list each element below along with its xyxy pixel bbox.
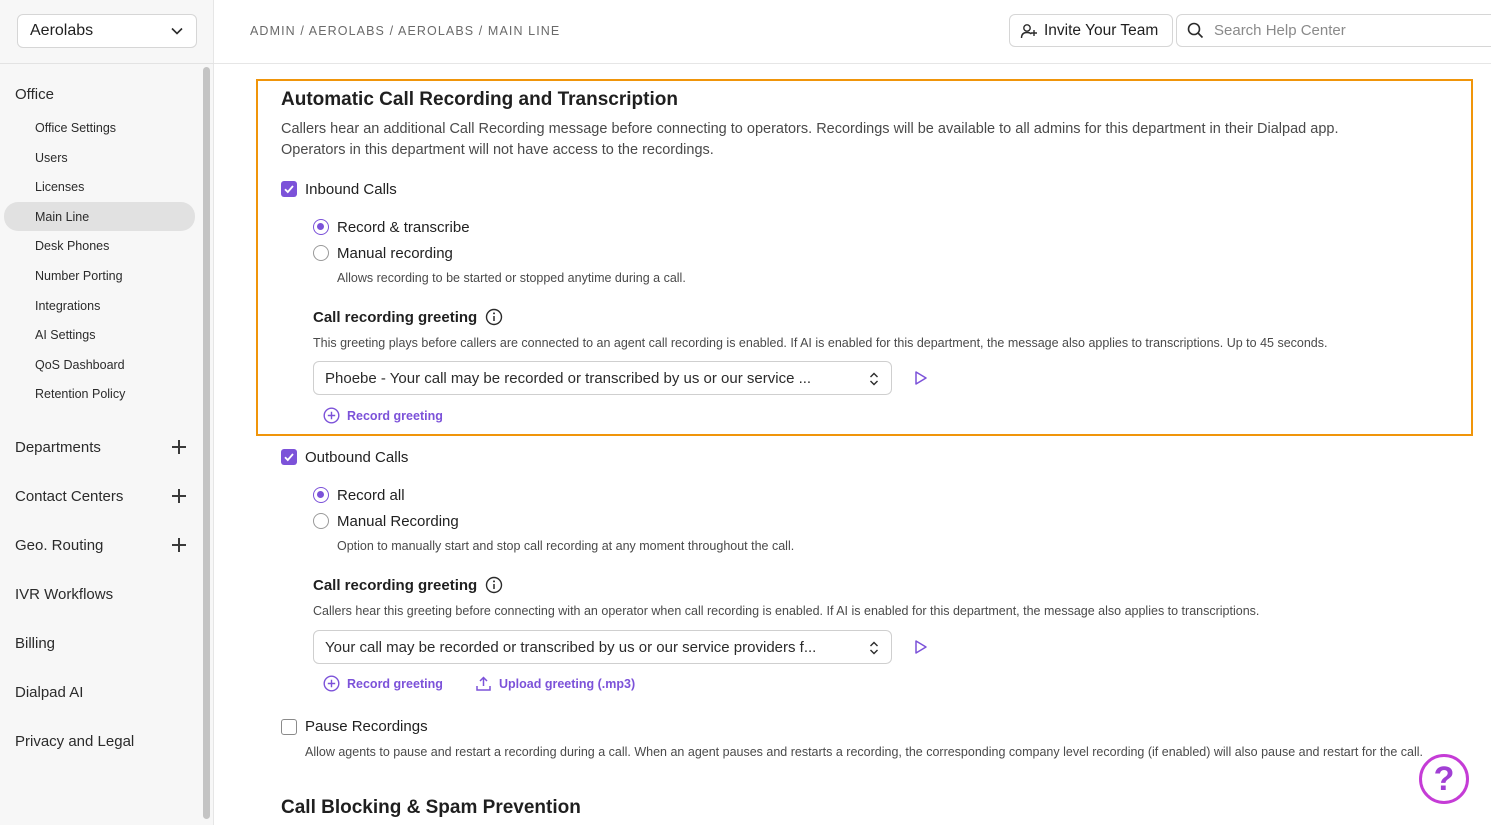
help-button[interactable] (1419, 754, 1469, 804)
sidebar-item-main-line[interactable]: Main Line (35, 210, 90, 224)
outbound-record-all-label: Record all (337, 487, 405, 504)
sidebar-section-billing[interactable]: Billing (15, 635, 56, 652)
outbound-record-greeting-label: Record greeting (347, 676, 443, 691)
org-select[interactable] (17, 14, 197, 48)
inbound-greeting-title: Call recording greeting (313, 309, 478, 326)
add-circle-icon (323, 407, 340, 424)
outbound-calls-checkbox[interactable] (281, 449, 297, 465)
add-department-icon[interactable] (172, 440, 186, 454)
checkmark-icon (283, 183, 295, 195)
add-user-icon (1020, 22, 1038, 40)
sidebar-item-licenses[interactable]: Licenses (35, 180, 85, 194)
outbound-greeting-select[interactable] (313, 630, 892, 664)
pause-recordings-hint: Allow agents to pause and restart a recording during a call. When an agent pauses and restarts a recording, the corresponding company level recording (if enabled) will also pause and restart for the call. (305, 745, 1423, 759)
pause-recordings-label: Pause Recordings (305, 718, 428, 735)
play-icon[interactable] (913, 370, 929, 386)
search-input[interactable] (1214, 22, 1474, 39)
org-name: Aerolabs (30, 22, 94, 39)
inbound-record-greeting-label: Record greeting (347, 408, 443, 423)
recording-section-title: Automatic Call Recording and Transcription (281, 89, 678, 110)
inbound-record-transcribe-label: Record & transcribe (337, 219, 470, 236)
sidebar-section-geo-routing[interactable]: Geo. Routing (15, 537, 104, 554)
checkmark-icon (283, 451, 295, 463)
sidebar-item-qos-dashboard[interactable]: QoS Dashboard (35, 358, 125, 372)
sidebar-item-integrations[interactable]: Integrations (35, 299, 101, 313)
sidebar-item-ai-settings[interactable]: AI Settings (35, 328, 96, 342)
outbound-upload-greeting-link[interactable] (475, 675, 635, 692)
sidebar-section-dialpad-ai[interactable]: Dialpad AI (15, 684, 84, 701)
pause-recordings-checkbox[interactable] (281, 719, 297, 735)
outbound-manual-hint: Option to manually start and stop call recording at any moment throughout the call. (337, 539, 795, 553)
play-icon[interactable] (913, 639, 929, 655)
inbound-manual-hint: Allows recording to be started or stopped anytime during a call. (337, 271, 686, 285)
outbound-greeting-hint: Callers hear this greeting before connecting with an operator when call recording is enabled. If AI is enabled for this department, the message also applies to transcriptions. (313, 604, 1260, 618)
add-circle-icon (323, 675, 340, 692)
outbound-calls-label: Outbound Calls (305, 449, 409, 466)
recording-description-line1: Callers hear an additional Call Recording message before connecting to operators. Recordings will be available to all admins for this department in their Dialpad app. (281, 121, 1339, 137)
outbound-record-all-radio[interactable] (313, 487, 329, 503)
outbound-record-greeting-link[interactable] (323, 675, 443, 692)
select-arrows-icon (868, 371, 880, 387)
add-geo-routing-icon[interactable] (172, 538, 186, 552)
question-mark-icon: ? (1433, 759, 1455, 798)
outbound-greeting-title: Call recording greeting (313, 577, 478, 594)
sidebar-section-office[interactable]: Office (15, 86, 54, 103)
outbound-upload-greeting-label: Upload greeting (.mp3) (499, 676, 636, 691)
inbound-record-greeting-link[interactable] (323, 407, 443, 424)
chevron-down-icon (170, 24, 184, 38)
sidebar-item-number-porting[interactable]: Number Porting (35, 269, 123, 283)
top-bar (214, 0, 1491, 64)
upload-icon (475, 675, 492, 692)
active-item-highlight (4, 202, 195, 231)
call-blocking-title: Call Blocking & Spam Prevention (281, 797, 581, 818)
inbound-greeting-value: Phoebe - Your call may be recorded or transcribed by us or our service ... (325, 369, 812, 387)
recording-description-line2: Operators in this department will not have access to the recordings. (281, 142, 714, 158)
invite-team-label: Invite Your Team (1044, 21, 1159, 39)
inbound-manual-recording-label: Manual recording (337, 245, 453, 262)
sidebar-divider (0, 63, 214, 64)
outbound-manual-recording-label: Manual Recording (337, 513, 459, 530)
sidebar-section-departments[interactable]: Departments (15, 439, 101, 456)
sidebar (0, 0, 214, 825)
select-arrows-icon (868, 640, 880, 656)
info-icon[interactable] (485, 308, 503, 326)
sidebar-section-ivr-workflows[interactable]: IVR Workflows (15, 586, 114, 603)
inbound-record-transcribe-radio[interactable] (313, 219, 329, 235)
sidebar-item-retention-policy[interactable]: Retention Policy (35, 387, 126, 401)
breadcrumb: ADMIN / AEROLABS / AEROLABS / MAIN LINE (250, 24, 561, 38)
invite-team-button[interactable] (1009, 14, 1173, 47)
search-box[interactable] (1176, 14, 1491, 47)
sidebar-item-office-settings[interactable]: Office Settings (35, 121, 117, 135)
outbound-manual-recording-radio[interactable] (313, 513, 329, 529)
sidebar-section-contact-centers[interactable]: Contact Centers (15, 488, 124, 505)
sidebar-scrollbar[interactable] (203, 67, 210, 819)
inbound-calls-checkbox[interactable] (281, 181, 297, 197)
sidebar-section-privacy-legal[interactable]: Privacy and Legal (15, 733, 135, 750)
outbound-greeting-value: Your call may be recorded or transcribed by us or our service providers f... (325, 638, 817, 656)
inbound-calls-label: Inbound Calls (305, 181, 397, 198)
inbound-greeting-select[interactable] (313, 361, 892, 395)
inbound-manual-recording-radio[interactable] (313, 245, 329, 261)
sidebar-item-desk-phones[interactable]: Desk Phones (35, 239, 110, 253)
info-icon[interactable] (485, 576, 503, 594)
inbound-greeting-hint: This greeting plays before callers are connected to an agent call recording is enabled. If AI is enabled for this department, the message also applies to transcriptions. Up to 45 seconds. (313, 336, 1328, 350)
add-contact-center-icon[interactable] (172, 489, 186, 503)
sidebar-item-users[interactable]: Users (35, 151, 68, 165)
search-icon (1187, 22, 1204, 39)
